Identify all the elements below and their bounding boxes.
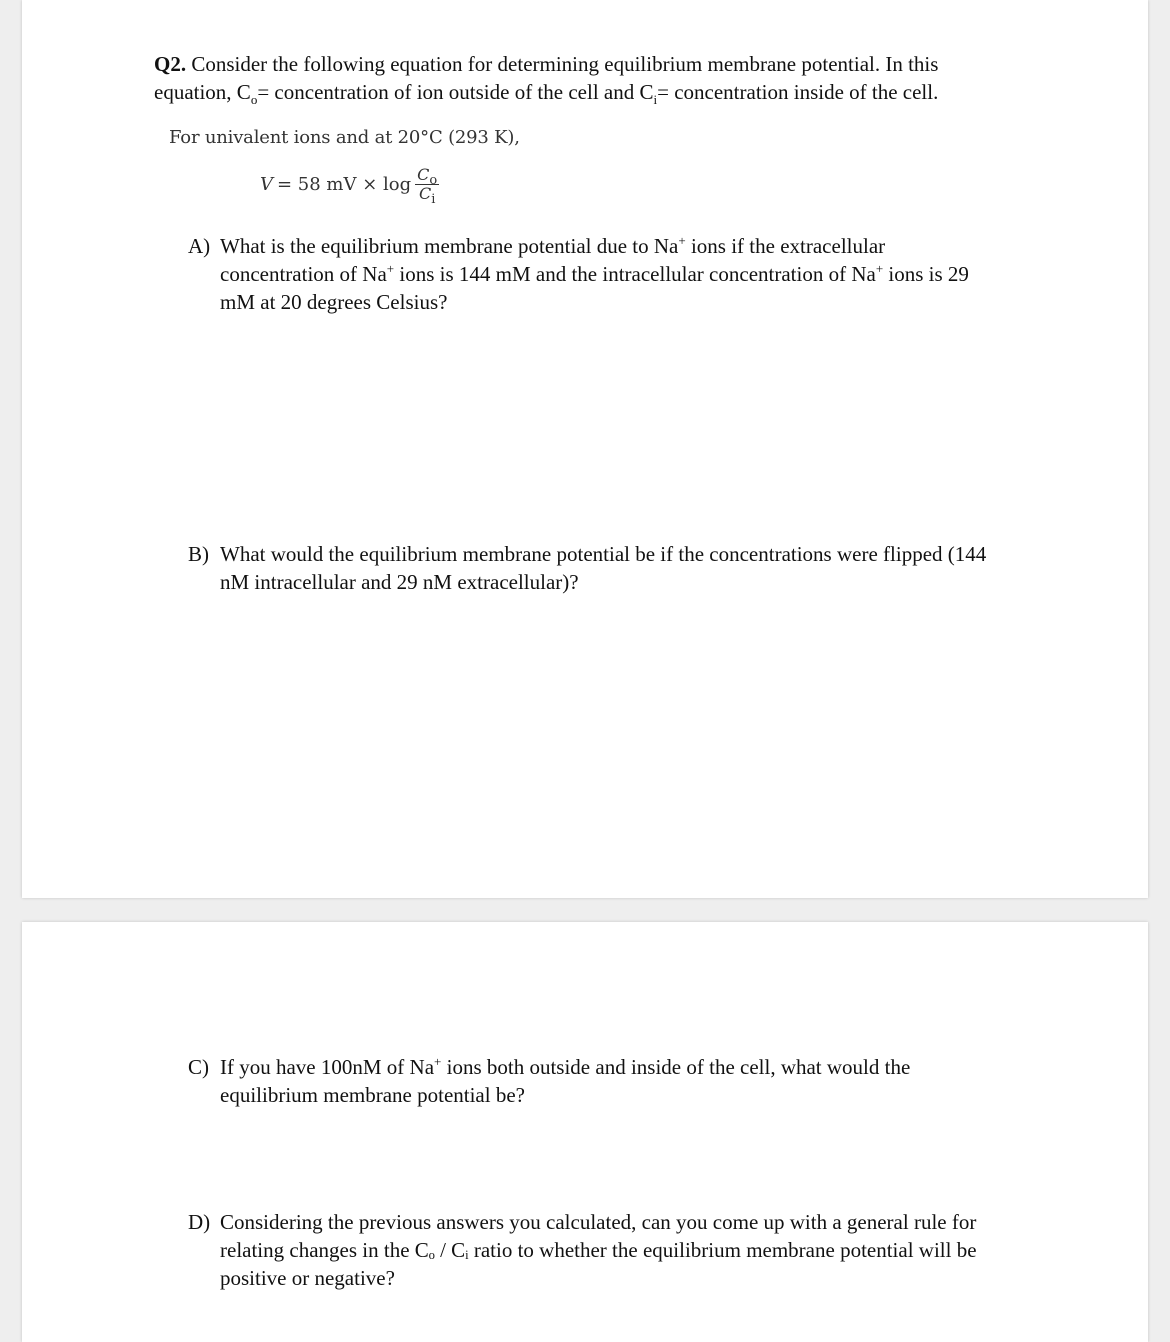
ci-subscript: i [653,92,658,108]
question-c [188,1053,998,1109]
question-label: Q2. [154,52,187,76]
equation-rhs: = 58 mV × log [277,174,412,195]
nernst-equation [260,165,439,208]
question-b-letter: B) [188,542,209,566]
condition-line: For univalent ions and at 20°C (293 K), [169,127,520,148]
question-d-text: Considering the previous answers you calculated, can you come up with a general rule for relating changes in the Cₒ / Cᵢ ratio to whether the equilibrium membrane potential will be positive or negative? [220,1210,977,1290]
fraction-numerator: $C_o$ [417,165,438,189]
question-2-intro [154,50,1014,106]
co-subscript: o [250,92,258,108]
question-b-text: What would the equilibrium membrane potential be if the concentrations were flipped (144 nM intracellular and 29 nM extracellular)? [220,542,987,594]
document-page-1 [22,0,1148,898]
equation-fraction [415,165,439,208]
question-c-letter: C) [188,1055,209,1079]
question-b [188,540,998,596]
document-page-2 [22,922,1148,1342]
intro-text: Consider the following equation for determining equilibrium membrane potential. In this equation, C [154,52,939,104]
question-d [188,1208,998,1292]
fraction-denominator: $C_i$ [418,184,436,208]
question-a-letter: A) [188,234,211,258]
intro-mid: = concentration of ion outside of the cell and C [257,80,654,104]
question-a-text: What is the equilibrium membrane potential due to Na+ ions if the extracellular concentration of Na+ ions is 144 mM and the intracellular concentration of Na+ ions is 29 mM at 20 degrees Celsius? [220,233,969,314]
question-a [188,232,998,316]
intro-end: = concentration inside of the cell. [657,80,939,104]
question-c-text: If you have 100nM of Na+ ions both outside and inside of the cell, what would the equilibrium membrane potential be? [220,1054,911,1107]
equation-lhs: V [260,174,273,195]
question-d-letter: D) [188,1210,211,1234]
